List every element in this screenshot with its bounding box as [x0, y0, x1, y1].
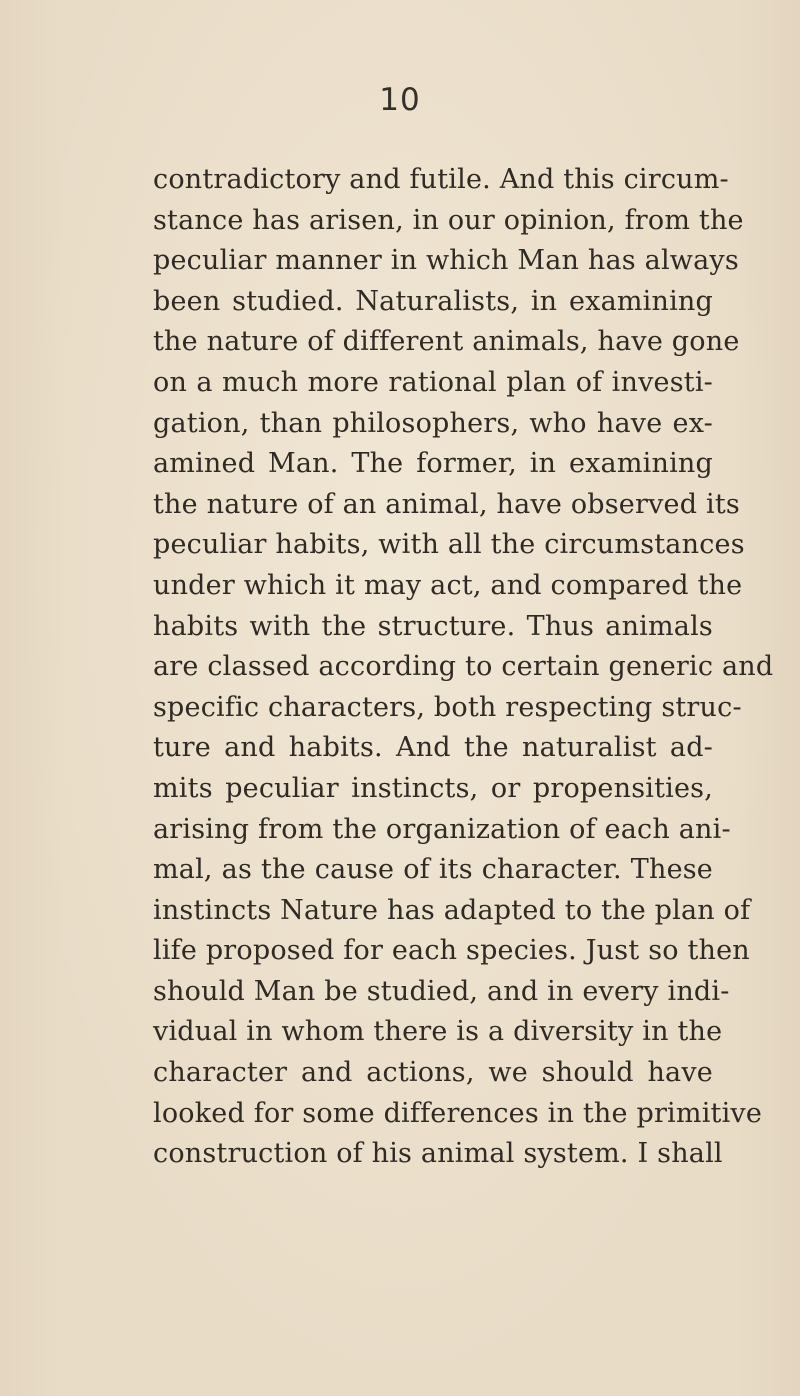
text-line: stance has arisen, in our opinion, from the — [153, 204, 744, 236]
text-line: life proposed for each species. Just so then — [153, 935, 750, 967]
text-line: looked for some differences in the primitive — [153, 1097, 763, 1129]
text-line: are classed according to certain generic and — [153, 651, 774, 683]
text-line: vidual in whom there is a diversity in the — [153, 1016, 723, 1048]
text-line: character and actions, we should have — [153, 1057, 713, 1089]
text-line: habits with the structure. Thus animals — [153, 610, 713, 642]
text-line: instincts Nature has adapted to the plan of — [153, 894, 751, 926]
text-line: should Man be studied, and in every indi- — [153, 975, 730, 1007]
text-line: under which it may act, and compared the — [153, 569, 743, 601]
text-line: ture and habits. And the naturalist ad- — [153, 732, 713, 764]
text-line: amined Man. The former, in examining — [153, 448, 713, 480]
text-line: gation, than philosophers, who have ex- — [153, 407, 713, 439]
body-text — [153, 160, 774, 1175]
text-line: contradictory and futile. And this circum- — [153, 164, 729, 195]
text-line: on a much more rational plan of investi- — [153, 366, 713, 398]
text-line: specific characters, both respecting struc- — [153, 691, 742, 723]
text-line: peculiar habits, with all the circumstances — [153, 529, 745, 561]
text-line: mits peculiar instincts, or propensities, — [153, 772, 713, 804]
text-line: peculiar manner in which Man has always — [153, 245, 739, 277]
text-line: construction of his animal system. I shall — [153, 1138, 723, 1170]
text-line: arising from the organization of each ani- — [153, 813, 731, 845]
page-number: 10 — [379, 82, 421, 118]
text-line: the nature of different animals, have gone — [153, 326, 740, 358]
text-line: the nature of an animal, have observed its — [153, 488, 740, 520]
text-line: been studied. Naturalists, in examining — [153, 285, 713, 317]
text-line: mal, as the cause of its character. These — [153, 854, 713, 886]
